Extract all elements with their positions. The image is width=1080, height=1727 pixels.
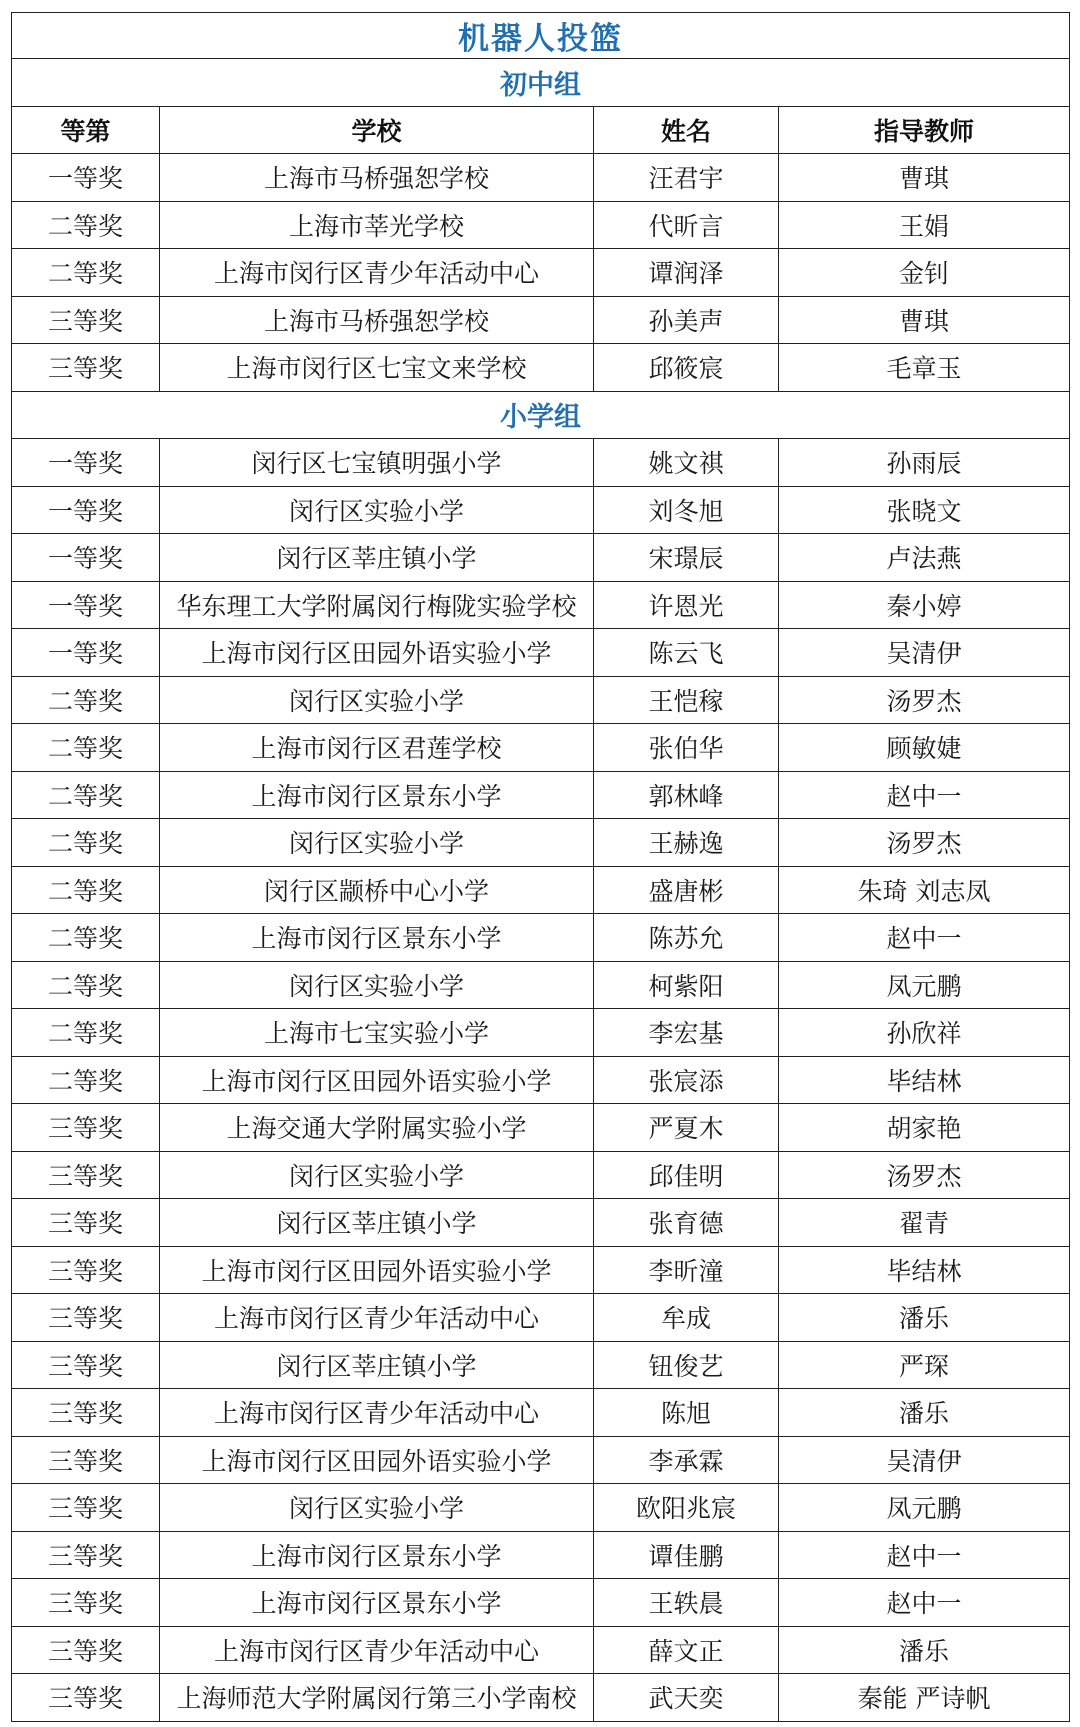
- school-cell: 闵行区实验小学: [160, 486, 594, 534]
- student-name-cell: 李承霖: [594, 1436, 779, 1484]
- teacher-cell: 吴清伊: [779, 629, 1070, 677]
- award-cell: 二等奖: [12, 914, 160, 962]
- award-cell: 三等奖: [12, 1674, 160, 1722]
- table-row: [12, 201, 1070, 249]
- column-header-row: [12, 106, 1070, 154]
- teacher-cell: 朱琦 刘志凤: [779, 866, 1070, 914]
- teacher-cell: 孙雨辰: [779, 439, 1070, 487]
- student-name-cell: 代昕言: [594, 201, 779, 249]
- school-cell: 闵行区莘庄镇小学: [160, 1341, 594, 1389]
- award-cell: 二等奖: [12, 676, 160, 724]
- table-row: [12, 1104, 1070, 1152]
- award-cell: 三等奖: [12, 1579, 160, 1627]
- teacher-cell: 潘乐: [779, 1626, 1070, 1674]
- school-cell: 闵行区颛桥中心小学: [160, 866, 594, 914]
- table-row: [12, 866, 1070, 914]
- table-row: [12, 1199, 1070, 1247]
- table-row: [12, 1056, 1070, 1104]
- student-name-cell: 王赫逸: [594, 819, 779, 867]
- student-name-cell: 严夏木: [594, 1104, 779, 1152]
- table-row: [12, 296, 1070, 344]
- awards-table: [11, 12, 1070, 1722]
- student-name-cell: 许恩光: [594, 581, 779, 629]
- student-name-cell: 汪君宇: [594, 154, 779, 202]
- school-cell: 上海市闵行区青少年活动中心: [160, 1626, 594, 1674]
- award-cell: 一等奖: [12, 439, 160, 487]
- table-row: [12, 344, 1070, 392]
- award-cell: 二等奖: [12, 819, 160, 867]
- award-cell: 三等奖: [12, 1246, 160, 1294]
- school-cell: 上海市闵行区田园外语实验小学: [160, 1436, 594, 1484]
- teacher-cell: 赵中一: [779, 914, 1070, 962]
- table-row: [12, 1009, 1070, 1057]
- student-name-cell: 宋璟辰: [594, 534, 779, 582]
- award-cell: 三等奖: [12, 1436, 160, 1484]
- school-cell: 闵行区实验小学: [160, 1484, 594, 1532]
- school-cell: 上海市闵行区景东小学: [160, 1579, 594, 1627]
- table-row: [12, 771, 1070, 819]
- student-name-cell: 王恺稼: [594, 676, 779, 724]
- award-cell: 三等奖: [12, 1389, 160, 1437]
- teacher-cell: 张晓文: [779, 486, 1070, 534]
- school-cell: 上海市闵行区君莲学校: [160, 724, 594, 772]
- table-row: [12, 486, 1070, 534]
- school-cell: 闵行区莘庄镇小学: [160, 534, 594, 582]
- title-row: [12, 13, 1070, 59]
- student-name-cell: 盛唐彬: [594, 866, 779, 914]
- student-name-cell: 柯紫阳: [594, 961, 779, 1009]
- teacher-cell: 凤元鹏: [779, 1484, 1070, 1532]
- school-cell: 闵行区莘庄镇小学: [160, 1199, 594, 1247]
- award-cell: 一等奖: [12, 154, 160, 202]
- teacher-cell: 顾敏婕: [779, 724, 1070, 772]
- student-name-cell: 薛文正: [594, 1626, 779, 1674]
- teacher-cell: 孙欣祥: [779, 1009, 1070, 1057]
- school-cell: 上海市闵行区田园外语实验小学: [160, 1246, 594, 1294]
- teacher-column-header: 指导教师: [779, 106, 1070, 154]
- table-row: [12, 1389, 1070, 1437]
- award-cell: 二等奖: [12, 1009, 160, 1057]
- award-cell: 一等奖: [12, 486, 160, 534]
- teacher-cell: 吴清伊: [779, 1436, 1070, 1484]
- student-name-cell: 陈苏允: [594, 914, 779, 962]
- student-name-cell: 牟成: [594, 1294, 779, 1342]
- teacher-cell: 汤罗杰: [779, 819, 1070, 867]
- teacher-cell: 汤罗杰: [779, 676, 1070, 724]
- school-cell: 上海师范大学附属闵行第三小学南校: [160, 1674, 594, 1722]
- table-row: [12, 961, 1070, 1009]
- award-cell: 三等奖: [12, 1104, 160, 1152]
- student-name-cell: 张宸添: [594, 1056, 779, 1104]
- student-name-cell: 姚文祺: [594, 439, 779, 487]
- school-cell: 闵行区七宝镇明强小学: [160, 439, 594, 487]
- school-cell: 上海市闵行区田园外语实验小学: [160, 629, 594, 677]
- teacher-cell: 潘乐: [779, 1294, 1070, 1342]
- student-name-cell: 钮俊艺: [594, 1341, 779, 1389]
- student-name-cell: 武天奕: [594, 1674, 779, 1722]
- table-row: [12, 1436, 1070, 1484]
- table-row: [12, 1531, 1070, 1579]
- award-cell: 三等奖: [12, 344, 160, 392]
- award-cell: 二等奖: [12, 724, 160, 772]
- teacher-cell: 凤元鹏: [779, 961, 1070, 1009]
- school-cell: 上海市莘光学校: [160, 201, 594, 249]
- teacher-cell: 翟青: [779, 1199, 1070, 1247]
- award-column-header: 等第: [12, 106, 160, 154]
- award-cell: 三等奖: [12, 1199, 160, 1247]
- school-cell: 上海交通大学附属实验小学: [160, 1104, 594, 1152]
- table-row: [12, 914, 1070, 962]
- student-name-cell: 张育德: [594, 1199, 779, 1247]
- school-cell: 闵行区实验小学: [160, 1151, 594, 1199]
- school-cell: 上海市闵行区青少年活动中心: [160, 1389, 594, 1437]
- school-cell: 上海市马桥强恕学校: [160, 296, 594, 344]
- student-name-cell: 陈旭: [594, 1389, 779, 1437]
- teacher-cell: 潘乐: [779, 1389, 1070, 1437]
- award-cell: 三等奖: [12, 1294, 160, 1342]
- award-cell: 三等奖: [12, 1626, 160, 1674]
- award-cell: 三等奖: [12, 296, 160, 344]
- student-name-cell: 谭佳鹏: [594, 1531, 779, 1579]
- table-row: [12, 819, 1070, 867]
- school-cell: 上海市七宝实验小学: [160, 1009, 594, 1057]
- teacher-cell: 曹琪: [779, 154, 1070, 202]
- group-title: 小学组: [12, 391, 1070, 439]
- table-row: [12, 1341, 1070, 1389]
- student-name-cell: 欧阳兆宸: [594, 1484, 779, 1532]
- teacher-cell: 胡家艳: [779, 1104, 1070, 1152]
- school-cell: 闵行区实验小学: [160, 819, 594, 867]
- student-name-cell: 谭润泽: [594, 249, 779, 297]
- table-row: [12, 1579, 1070, 1627]
- student-name-cell: 李昕潼: [594, 1246, 779, 1294]
- award-cell: 二等奖: [12, 866, 160, 914]
- group-title-row: [12, 391, 1070, 439]
- student-name-cell: 刘冬旭: [594, 486, 779, 534]
- school-cell: 上海市闵行区田园外语实验小学: [160, 1056, 594, 1104]
- award-cell: 二等奖: [12, 961, 160, 1009]
- award-cell: 三等奖: [12, 1531, 160, 1579]
- table-title: 机器人投篮: [12, 13, 1070, 59]
- award-cell: 三等奖: [12, 1484, 160, 1532]
- award-cell: 二等奖: [12, 771, 160, 819]
- student-name-cell: 郭林峰: [594, 771, 779, 819]
- table-row: [12, 534, 1070, 582]
- school-cell: 华东理工大学附属闵行梅陇实验学校: [160, 581, 594, 629]
- teacher-cell: 毕结林: [779, 1056, 1070, 1104]
- school-cell: 闵行区实验小学: [160, 961, 594, 1009]
- student-name-cell: 李宏基: [594, 1009, 779, 1057]
- teacher-cell: 赵中一: [779, 771, 1070, 819]
- school-cell: 上海市马桥强恕学校: [160, 154, 594, 202]
- award-cell: 三等奖: [12, 1341, 160, 1389]
- table-row: [12, 581, 1070, 629]
- teacher-cell: 毛章玉: [779, 344, 1070, 392]
- student-name-cell: 张伯华: [594, 724, 779, 772]
- teacher-cell: 秦能 严诗帆: [779, 1674, 1070, 1722]
- teacher-cell: 秦小婷: [779, 581, 1070, 629]
- teacher-cell: 赵中一: [779, 1531, 1070, 1579]
- table-row: [12, 629, 1070, 677]
- award-cell: 三等奖: [12, 1151, 160, 1199]
- group-title: 初中组: [12, 59, 1070, 107]
- table-row: [12, 249, 1070, 297]
- student-name-cell: 陈云飞: [594, 629, 779, 677]
- teacher-cell: 赵中一: [779, 1579, 1070, 1627]
- table-row: [12, 1294, 1070, 1342]
- teacher-cell: 毕结林: [779, 1246, 1070, 1294]
- award-cell: 二等奖: [12, 249, 160, 297]
- award-cell: 二等奖: [12, 201, 160, 249]
- school-cell: 上海市闵行区青少年活动中心: [160, 249, 594, 297]
- school-cell: 上海市闵行区景东小学: [160, 914, 594, 962]
- teacher-cell: 汤罗杰: [779, 1151, 1070, 1199]
- student-name-cell: 孙美声: [594, 296, 779, 344]
- table-row: [12, 1674, 1070, 1722]
- group-title-row: [12, 59, 1070, 107]
- teacher-cell: 王娟: [779, 201, 1070, 249]
- school-cell: 上海市闵行区七宝文来学校: [160, 344, 594, 392]
- table-row: [12, 1246, 1070, 1294]
- table-row: [12, 724, 1070, 772]
- table-row: [12, 1151, 1070, 1199]
- school-cell: 上海市闵行区景东小学: [160, 1531, 594, 1579]
- teacher-cell: 卢法燕: [779, 534, 1070, 582]
- table-row: [12, 1626, 1070, 1674]
- award-cell: 一等奖: [12, 581, 160, 629]
- award-cell: 一等奖: [12, 629, 160, 677]
- table-row: [12, 154, 1070, 202]
- student-name-cell: 王轶晨: [594, 1579, 779, 1627]
- table-row: [12, 439, 1070, 487]
- teacher-cell: 曹琪: [779, 296, 1070, 344]
- school-cell: 上海市闵行区青少年活动中心: [160, 1294, 594, 1342]
- school-cell: 上海市闵行区景东小学: [160, 771, 594, 819]
- school-cell: 闵行区实验小学: [160, 676, 594, 724]
- school-column-header: 学校: [160, 106, 594, 154]
- student-name-cell: 邱筱宸: [594, 344, 779, 392]
- table-row: [12, 676, 1070, 724]
- name-column-header: 姓名: [594, 106, 779, 154]
- student-name-cell: 邱佳明: [594, 1151, 779, 1199]
- award-cell: 二等奖: [12, 1056, 160, 1104]
- teacher-cell: 金钊: [779, 249, 1070, 297]
- award-cell: 一等奖: [12, 534, 160, 582]
- table-row: [12, 1484, 1070, 1532]
- teacher-cell: 严琛: [779, 1341, 1070, 1389]
